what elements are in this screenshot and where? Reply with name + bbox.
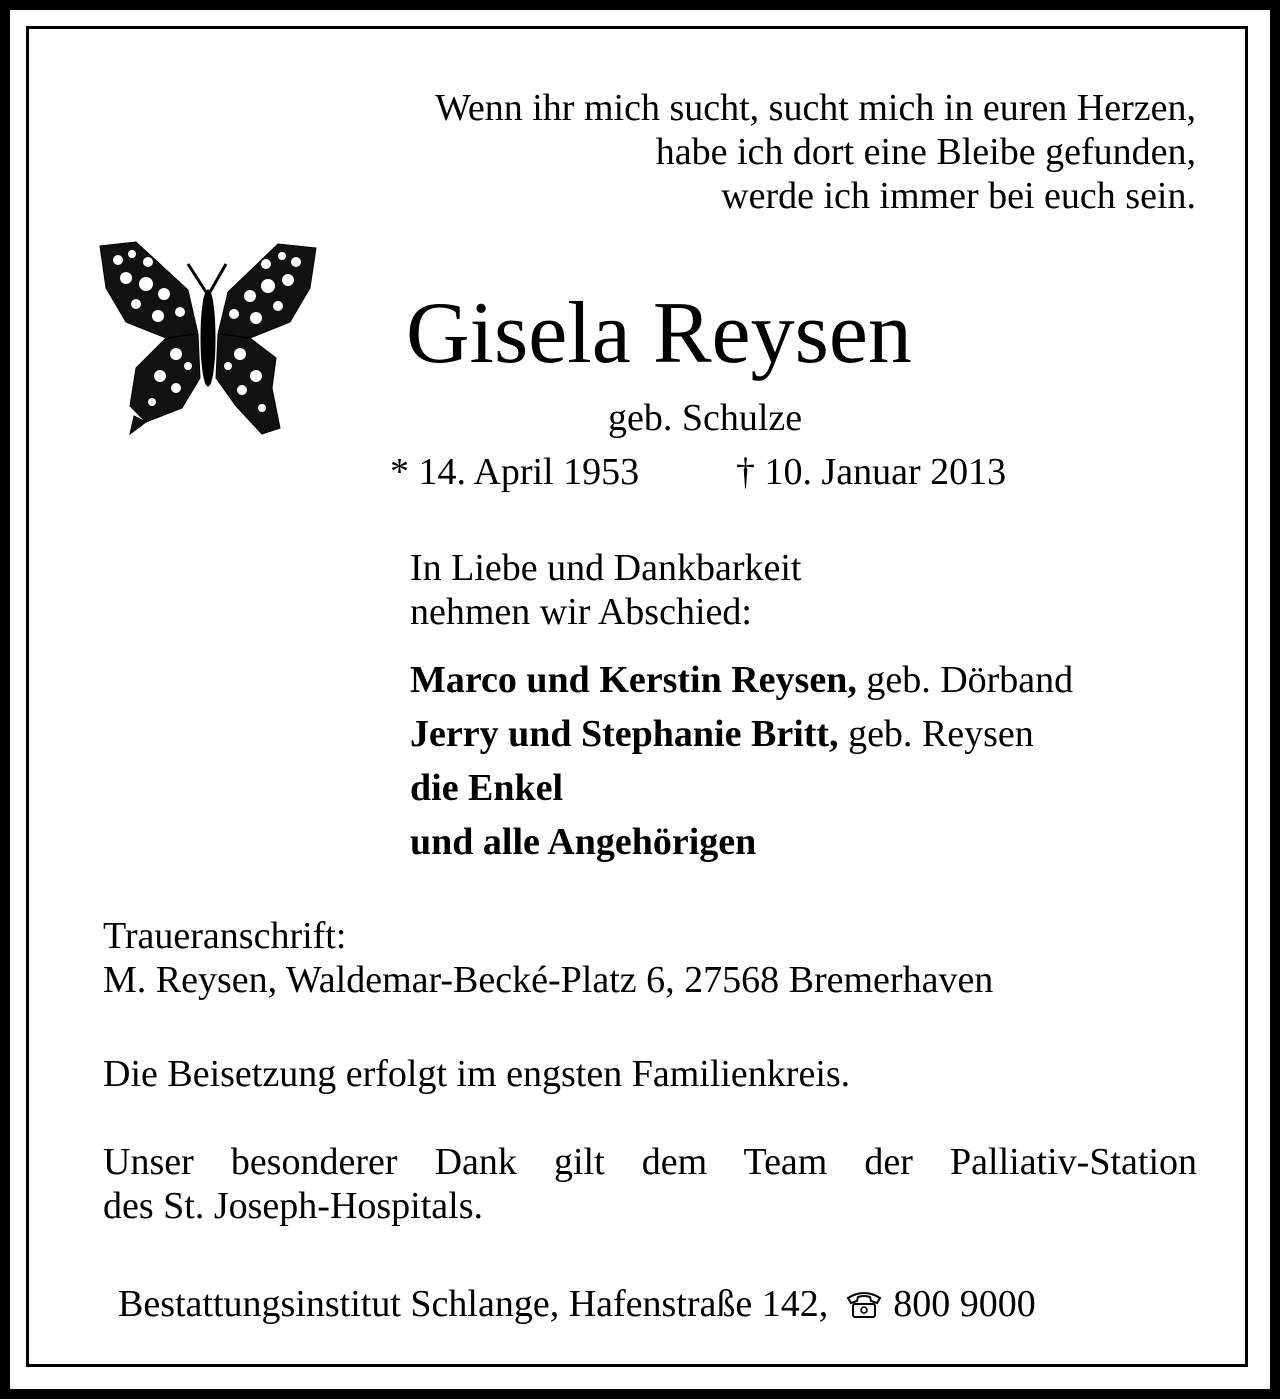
butterfly-icon bbox=[96, 238, 320, 438]
mourner-1-names: Marco und Kerstin Reysen, bbox=[410, 659, 857, 701]
intro-line-2: nehmen wir Abschied: bbox=[410, 591, 752, 633]
mourner-2 bbox=[410, 712, 1034, 756]
funeral-home-line bbox=[118, 1282, 1036, 1326]
poem-line-1: Wenn ihr mich sucht, sucht mich in euren Herzen, bbox=[435, 87, 1196, 129]
telephone-icon bbox=[844, 1286, 884, 1318]
paper bbox=[10, 10, 1270, 1389]
mourner-1 bbox=[410, 658, 1073, 702]
mourner-2-names: Jerry und Stephanie Britt, bbox=[410, 713, 839, 755]
poem-line-3: werde ich immer bei euch sein. bbox=[721, 175, 1196, 217]
mourner-2-nee: geb. Reysen bbox=[838, 713, 1034, 755]
phone-number: 800 9000 bbox=[893, 1283, 1036, 1325]
thanks-line-1: Unser besonderer Dank gilt dem Team der Palliativ-Station bbox=[103, 1141, 1197, 1183]
mourner-3 bbox=[410, 766, 563, 810]
mourner-1-nee: geb. Dörband bbox=[856, 659, 1074, 701]
funeral-home-text: Bestattungsinstitut Schlange, Hafenstraße 142, bbox=[118, 1283, 829, 1325]
death-date: † 10. Januar 2013 bbox=[736, 451, 1007, 493]
address-label: Traueranschrift: bbox=[103, 915, 347, 957]
poem-line-2: habe ich dort eine Bleibe gefunden, bbox=[655, 131, 1196, 173]
mourner-4 bbox=[410, 820, 756, 864]
mourner-3-names: die Enkel bbox=[410, 767, 564, 809]
address-value: M. Reysen, Waldemar-Becké-Platz 6, 27568 Bremerhaven bbox=[103, 959, 994, 1001]
funeral-note: Die Beisetzung erfolgt im engsten Familienkreis. bbox=[103, 1053, 851, 1095]
thanks-line-2: des St. Joseph-Hospitals. bbox=[103, 1185, 483, 1227]
mourner-4-names: und alle Angehörigen bbox=[410, 821, 757, 863]
maiden-name: geb. Schulze bbox=[608, 397, 803, 439]
intro-line-1: In Liebe und Dankbarkeit bbox=[410, 547, 802, 589]
birth-date: * 14. April 1953 bbox=[390, 451, 640, 493]
deceased-name: Gisela Reysen bbox=[406, 285, 912, 382]
